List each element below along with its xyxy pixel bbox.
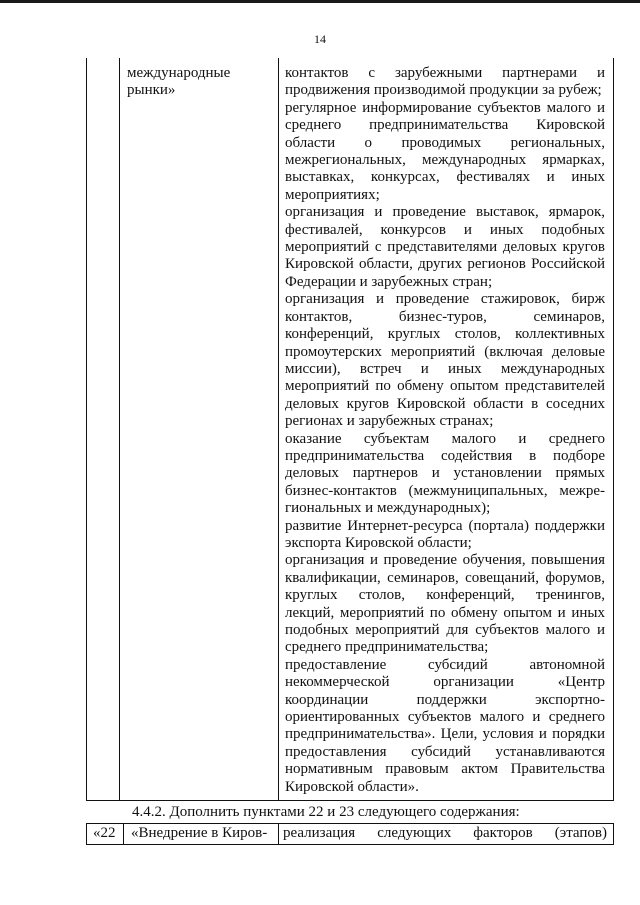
table2-cell-number: «22 bbox=[93, 825, 116, 841]
content-table bbox=[86, 58, 614, 801]
measure-paragraph: оказание субъектам малого и среднего предпринимательства содействия в подборе деловых партнеров и установлении прямых бизнес-контактов (межмуниципальных, межре-гиональных и международных); bbox=[285, 430, 605, 517]
table2-cell-title: «Внедрение в Киров- bbox=[131, 825, 268, 841]
measure-paragraph: организация и проведение выставок, ярмарок, фестивалей, конкурсов и иных подобных мероприятий с представителями деловых кругов Кировской области, других регионов Российской Федерации и зарубежных стран; bbox=[285, 204, 605, 290]
measure-paragraph: предоставление субсидий автономной некоммерческой организации «Центр координации поддержки экспортно-ориентированных субъектов малого и среднего предпринимательства». Цели, условия и порядки предоставления субсидий устанавливаются нормативным правовым актом Правительства Кировской области». bbox=[285, 656, 605, 795]
table-divider-1 bbox=[119, 58, 120, 800]
table2-divider-1 bbox=[123, 824, 124, 844]
table-cell-title: международные рынки» bbox=[127, 65, 231, 98]
table-divider-2 bbox=[278, 58, 279, 800]
measure-paragraph: регулярное информирование субъектов малого и среднего предпринимательства Кировской области о проводимых региональных, межрегиональных, международных ярмарках, выставках, конкурсах, фестивалях и иных мероприятиях; bbox=[285, 99, 605, 203]
page-number: 14 bbox=[314, 32, 326, 46]
measure-paragraph: контактов с зарубежными партнерами и продвижения производимой продукции за рубеж; bbox=[285, 65, 605, 99]
second-table bbox=[86, 823, 614, 845]
table2-cell-text: реализация следующих факторов (этапов) bbox=[283, 825, 607, 841]
measure-paragraph: развитие Интернет-ресурса (портала) поддержки экспорта Кировской области; bbox=[285, 517, 605, 551]
measure-paragraph: организация и проведение стажировок, бирж контактов, бизнес-туров, семинаров, конференций, круглых столов, коллективных промоутерских мероприятий (включая деловые миссии), встреч и иных международных мероприятий по обмену опытом представителей деловых кругов Кировской области в соседних регионах и зарубежных странах; bbox=[285, 291, 605, 430]
table-cell-measures bbox=[285, 65, 605, 796]
amendment-note: 4.4.2. Дополнить пунктами 22 и 23 следующего содержания: bbox=[132, 804, 520, 820]
table2-divider-2 bbox=[278, 824, 279, 844]
top-border-line bbox=[0, 0, 640, 3]
measure-paragraph: организация и проведение обучения, повышения квалификации, семинаров, совещаний, форумов, круглых столов, конференций, тренингов, лекций, мероприятий по обмену опытом и иных подобных мероприятий для субъектов малого и среднего предпринимательства; bbox=[285, 552, 605, 656]
